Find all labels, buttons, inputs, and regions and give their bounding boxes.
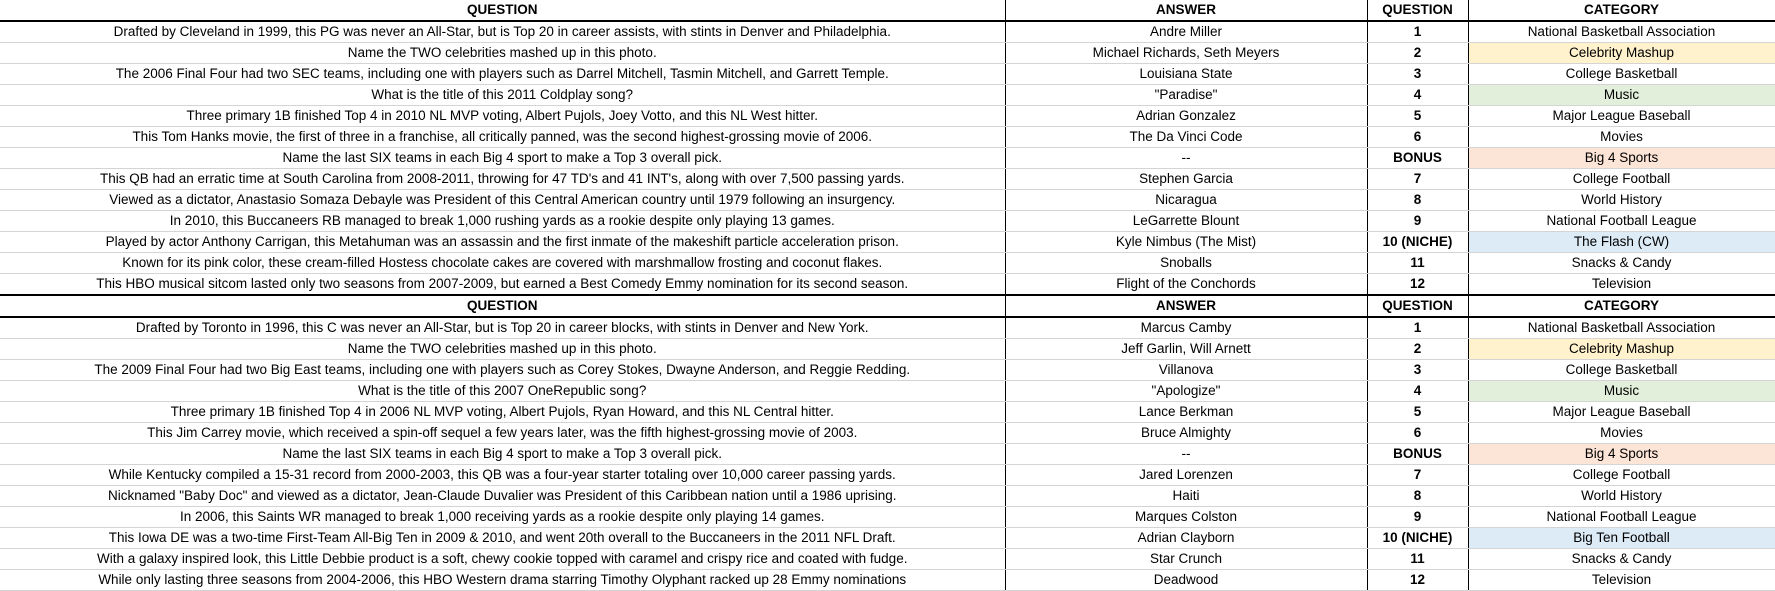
category-cell[interactable]: National Basketball Association bbox=[1468, 21, 1775, 43]
table-row bbox=[0, 85, 1775, 106]
table-row bbox=[0, 127, 1775, 148]
question-cell[interactable]: What is the title of this 2011 Coldplay song? bbox=[0, 85, 1005, 106]
category-cell[interactable]: Big Ten Football bbox=[1468, 528, 1775, 549]
question-number-cell[interactable]: 1 bbox=[1367, 317, 1468, 339]
answer-cell[interactable]: Andre Miller bbox=[1005, 21, 1367, 43]
question-number-cell[interactable]: 7 bbox=[1367, 465, 1468, 486]
header-question[interactable]: QUESTION bbox=[0, 0, 1005, 21]
answer-cell[interactable]: Jeff Garlin, Will Arnett bbox=[1005, 339, 1367, 360]
table-row bbox=[0, 444, 1775, 465]
answer-cell[interactable]: Stephen Garcia bbox=[1005, 169, 1367, 190]
table-row bbox=[0, 486, 1775, 507]
question-cell[interactable]: This QB had an erratic time at South Carolina from 2008-2011, throwing for 47 TD's and 41 INT's, along with over 7,500 passing yards. bbox=[0, 169, 1005, 190]
table-row bbox=[0, 507, 1775, 528]
header-question-number[interactable]: QUESTION bbox=[1367, 295, 1468, 317]
category-cell[interactable]: Music bbox=[1468, 381, 1775, 402]
question-number-cell[interactable]: 8 bbox=[1367, 486, 1468, 507]
answer-cell[interactable]: Louisiana State bbox=[1005, 64, 1367, 85]
question-cell[interactable]: This HBO musical sitcom lasted only two seasons from 2007-2009, but earned a Best Comedy Emmy nomination for its second season. bbox=[0, 274, 1005, 296]
answer-cell[interactable]: LeGarrette Blount bbox=[1005, 211, 1367, 232]
question-number-cell[interactable]: 8 bbox=[1367, 190, 1468, 211]
answer-cell[interactable]: Michael Richards, Seth Meyers bbox=[1005, 43, 1367, 64]
question-cell[interactable]: Drafted by Cleveland in 1999, this PG was never an All-Star, but is Top 20 in career assists, with stints in Denver and Philadelphia. bbox=[0, 21, 1005, 43]
question-cell[interactable]: While only lasting three seasons from 2004-2006, this HBO Western drama starring Timothy Olyphant racked up 28 Emmy nominations bbox=[0, 570, 1005, 591]
category-cell[interactable]: Major League Baseball bbox=[1468, 106, 1775, 127]
table-row bbox=[0, 148, 1775, 169]
table-row bbox=[0, 423, 1775, 444]
table-row bbox=[0, 232, 1775, 253]
header-answer[interactable]: ANSWER bbox=[1005, 0, 1367, 21]
answer-cell[interactable]: Haiti bbox=[1005, 486, 1367, 507]
question-number-cell[interactable]: 4 bbox=[1367, 85, 1468, 106]
answer-cell[interactable]: "Paradise" bbox=[1005, 85, 1367, 106]
answer-cell[interactable]: The Da Vinci Code bbox=[1005, 127, 1367, 148]
question-cell[interactable]: Name the TWO celebrities mashed up in this photo. bbox=[0, 339, 1005, 360]
question-number-cell[interactable]: 7 bbox=[1367, 169, 1468, 190]
table-row bbox=[0, 402, 1775, 423]
question-number-cell[interactable]: BONUS bbox=[1367, 444, 1468, 465]
answer-cell[interactable]: Marcus Camby bbox=[1005, 317, 1367, 339]
table-row bbox=[0, 339, 1775, 360]
category-cell[interactable]: Celebrity Mashup bbox=[1468, 43, 1775, 64]
table-row bbox=[0, 528, 1775, 549]
category-cell[interactable]: College Football bbox=[1468, 465, 1775, 486]
category-cell[interactable]: College Basketball bbox=[1468, 360, 1775, 381]
table-row bbox=[0, 211, 1775, 232]
question-cell[interactable]: This Tom Hanks movie, the first of three in a franchise, all critically panned, was the second highest-grossing movie of 2006. bbox=[0, 127, 1005, 148]
question-cell[interactable]: Known for its pink color, these cream-filled Hostess chocolate cakes are covered with marshmallow frosting and coconut flakes. bbox=[0, 253, 1005, 274]
answer-cell[interactable]: Marques Colston bbox=[1005, 507, 1367, 528]
question-cell[interactable]: Name the TWO celebrities mashed up in this photo. bbox=[0, 43, 1005, 64]
category-cell[interactable]: Major League Baseball bbox=[1468, 402, 1775, 423]
category-cell[interactable]: National Basketball Association bbox=[1468, 317, 1775, 339]
question-number-cell[interactable]: 12 bbox=[1367, 274, 1468, 296]
answer-cell[interactable]: Kyle Nimbus (The Mist) bbox=[1005, 232, 1367, 253]
question-cell[interactable]: The 2006 Final Four had two SEC teams, including one with players such as Darrel Mitchell, Tasmin Mitchell, and Garrett Temple. bbox=[0, 64, 1005, 85]
question-number-cell[interactable]: 5 bbox=[1367, 402, 1468, 423]
category-cell[interactable]: Big 4 Sports bbox=[1468, 148, 1775, 169]
table-row bbox=[0, 21, 1775, 43]
table-row bbox=[0, 169, 1775, 190]
table-row bbox=[0, 64, 1775, 85]
category-cell[interactable]: Movies bbox=[1468, 423, 1775, 444]
table-row bbox=[0, 465, 1775, 486]
category-cell[interactable]: College Basketball bbox=[1468, 64, 1775, 85]
question-number-cell[interactable]: 5 bbox=[1367, 106, 1468, 127]
question-cell[interactable]: This Iowa DE was a two-time First-Team All-Big Ten in 2009 & 2010, and went 20th overall to the Buccaneers in the 2011 NFL Draft. bbox=[0, 528, 1005, 549]
answer-cell[interactable]: Snoballs bbox=[1005, 253, 1367, 274]
category-cell[interactable]: College Football bbox=[1468, 169, 1775, 190]
question-number-cell[interactable]: 6 bbox=[1367, 423, 1468, 444]
question-cell[interactable]: While Kentucky compiled a 15-31 record from 2000-2003, this QB was a four-year starter totaling over 10,000 career passing yards. bbox=[0, 465, 1005, 486]
question-number-cell[interactable]: 11 bbox=[1367, 253, 1468, 274]
table-row bbox=[0, 549, 1775, 570]
table-row bbox=[0, 317, 1775, 339]
question-number-cell[interactable]: 2 bbox=[1367, 43, 1468, 64]
question-number-cell[interactable]: 4 bbox=[1367, 381, 1468, 402]
question-cell[interactable]: What is the title of this 2007 OneRepublic song? bbox=[0, 381, 1005, 402]
category-cell[interactable]: National Football League bbox=[1468, 211, 1775, 232]
question-cell[interactable]: Viewed as a dictator, Anastasio Somaza Debayle was President of this Central American country until 1979 following an insurgency. bbox=[0, 190, 1005, 211]
question-cell[interactable]: Name the last SIX teams in each Big 4 sport to make a Top 3 overall pick. bbox=[0, 444, 1005, 465]
question-cell[interactable]: This Jim Carrey movie, which received a spin-off sequel a few years later, was the fifth highest-grossing movie of 2003. bbox=[0, 423, 1005, 444]
question-number-cell[interactable]: 10 (NICHE) bbox=[1367, 232, 1468, 253]
answer-cell[interactable]: Lance Berkman bbox=[1005, 402, 1367, 423]
question-number-cell[interactable]: 9 bbox=[1367, 211, 1468, 232]
category-cell[interactable]: The Flash (CW) bbox=[1468, 232, 1775, 253]
category-cell[interactable]: Movies bbox=[1468, 127, 1775, 148]
category-cell[interactable]: Big 4 Sports bbox=[1468, 444, 1775, 465]
table-row bbox=[0, 381, 1775, 402]
category-cell[interactable]: Music bbox=[1468, 85, 1775, 106]
answer-cell[interactable]: Star Crunch bbox=[1005, 549, 1367, 570]
answer-cell[interactable]: Villanova bbox=[1005, 360, 1367, 381]
question-cell[interactable]: Three primary 1B finished Top 4 in 2010 NL MVP voting, Albert Pujols, Joey Votto, and this NL West hitter. bbox=[0, 106, 1005, 127]
question-number-cell[interactable]: 9 bbox=[1367, 507, 1468, 528]
question-cell[interactable]: In 2010, this Buccaneers RB managed to break 1,000 rushing yards as a rookie despite only playing 13 games. bbox=[0, 211, 1005, 232]
table-row bbox=[0, 106, 1775, 127]
category-cell[interactable]: Television bbox=[1468, 570, 1775, 591]
category-cell[interactable]: World History bbox=[1468, 486, 1775, 507]
question-number-cell[interactable]: 2 bbox=[1367, 339, 1468, 360]
answer-cell[interactable]: Adrian Clayborn bbox=[1005, 528, 1367, 549]
question-number-cell[interactable]: 1 bbox=[1367, 21, 1468, 43]
question-cell[interactable]: Nicknamed "Baby Doc" and viewed as a dictator, Jean-Claude Duvalier was President of this Caribbean nation until a 1986 uprising. bbox=[0, 486, 1005, 507]
question-number-cell[interactable]: 3 bbox=[1367, 360, 1468, 381]
header-row-set-1 bbox=[0, 0, 1775, 21]
table-row bbox=[0, 274, 1775, 296]
answer-cell[interactable]: Bruce Almighty bbox=[1005, 423, 1367, 444]
table-row bbox=[0, 570, 1775, 591]
answer-cell[interactable]: Flight of the Conchords bbox=[1005, 274, 1367, 296]
question-cell[interactable]: Name the last SIX teams in each Big 4 sport to make a Top 3 overall pick. bbox=[0, 148, 1005, 169]
answer-cell[interactable]: Jared Lorenzen bbox=[1005, 465, 1367, 486]
answer-cell[interactable]: Deadwood bbox=[1005, 570, 1367, 591]
question-cell[interactable]: Three primary 1B finished Top 4 in 2006 NL MVP voting, Albert Pujols, Ryan Howard, and this NL Central hitter. bbox=[0, 402, 1005, 423]
question-cell[interactable]: With a galaxy inspired look, this Little Debbie product is a soft, chewy cookie topped with caramel and crispy rice and coated with fudge. bbox=[0, 549, 1005, 570]
header-question[interactable]: QUESTION bbox=[0, 295, 1005, 317]
question-cell[interactable]: In 2006, this Saints WR managed to break 1,000 receiving yards as a rookie despite only playing 14 games. bbox=[0, 507, 1005, 528]
header-category[interactable]: CATEGORY bbox=[1468, 295, 1775, 317]
header-category[interactable]: CATEGORY bbox=[1468, 0, 1775, 21]
category-cell[interactable]: Celebrity Mashup bbox=[1468, 339, 1775, 360]
category-cell[interactable]: Television bbox=[1468, 274, 1775, 296]
answer-cell[interactable]: -- bbox=[1005, 444, 1367, 465]
answer-cell[interactable]: -- bbox=[1005, 148, 1367, 169]
category-cell[interactable]: World History bbox=[1468, 190, 1775, 211]
question-number-cell[interactable]: 3 bbox=[1367, 64, 1468, 85]
table-row bbox=[0, 360, 1775, 381]
category-cell[interactable]: National Football League bbox=[1468, 507, 1775, 528]
answer-cell[interactable]: Adrian Gonzalez bbox=[1005, 106, 1367, 127]
answer-cell[interactable]: Nicaragua bbox=[1005, 190, 1367, 211]
answer-cell[interactable]: "Apologize" bbox=[1005, 381, 1367, 402]
question-number-cell[interactable]: 11 bbox=[1367, 549, 1468, 570]
question-number-cell[interactable]: 10 (NICHE) bbox=[1367, 528, 1468, 549]
question-cell[interactable]: Played by actor Anthony Carrigan, this Metahuman was an assassin and the first inmate of the makeshift particle acceleration prison. bbox=[0, 232, 1005, 253]
question-number-cell[interactable]: 12 bbox=[1367, 570, 1468, 591]
question-cell[interactable]: Drafted by Toronto in 1996, this C was never an All-Star, but is Top 20 in career blocks, with stints in Denver and New York. bbox=[0, 317, 1005, 339]
table-row bbox=[0, 253, 1775, 274]
header-question-number[interactable]: QUESTION bbox=[1367, 0, 1468, 21]
header-row-set-2 bbox=[0, 295, 1775, 317]
question-number-cell[interactable]: 6 bbox=[1367, 127, 1468, 148]
question-number-cell[interactable]: BONUS bbox=[1367, 148, 1468, 169]
category-cell[interactable]: Snacks & Candy bbox=[1468, 549, 1775, 570]
category-cell[interactable]: Snacks & Candy bbox=[1468, 253, 1775, 274]
question-cell[interactable]: The 2009 Final Four had two Big East teams, including one with players such as Corey Stokes, Dwayne Anderson, and Reggie Redding. bbox=[0, 360, 1005, 381]
table-row bbox=[0, 43, 1775, 64]
table-row bbox=[0, 190, 1775, 211]
header-answer[interactable]: ANSWER bbox=[1005, 295, 1367, 317]
